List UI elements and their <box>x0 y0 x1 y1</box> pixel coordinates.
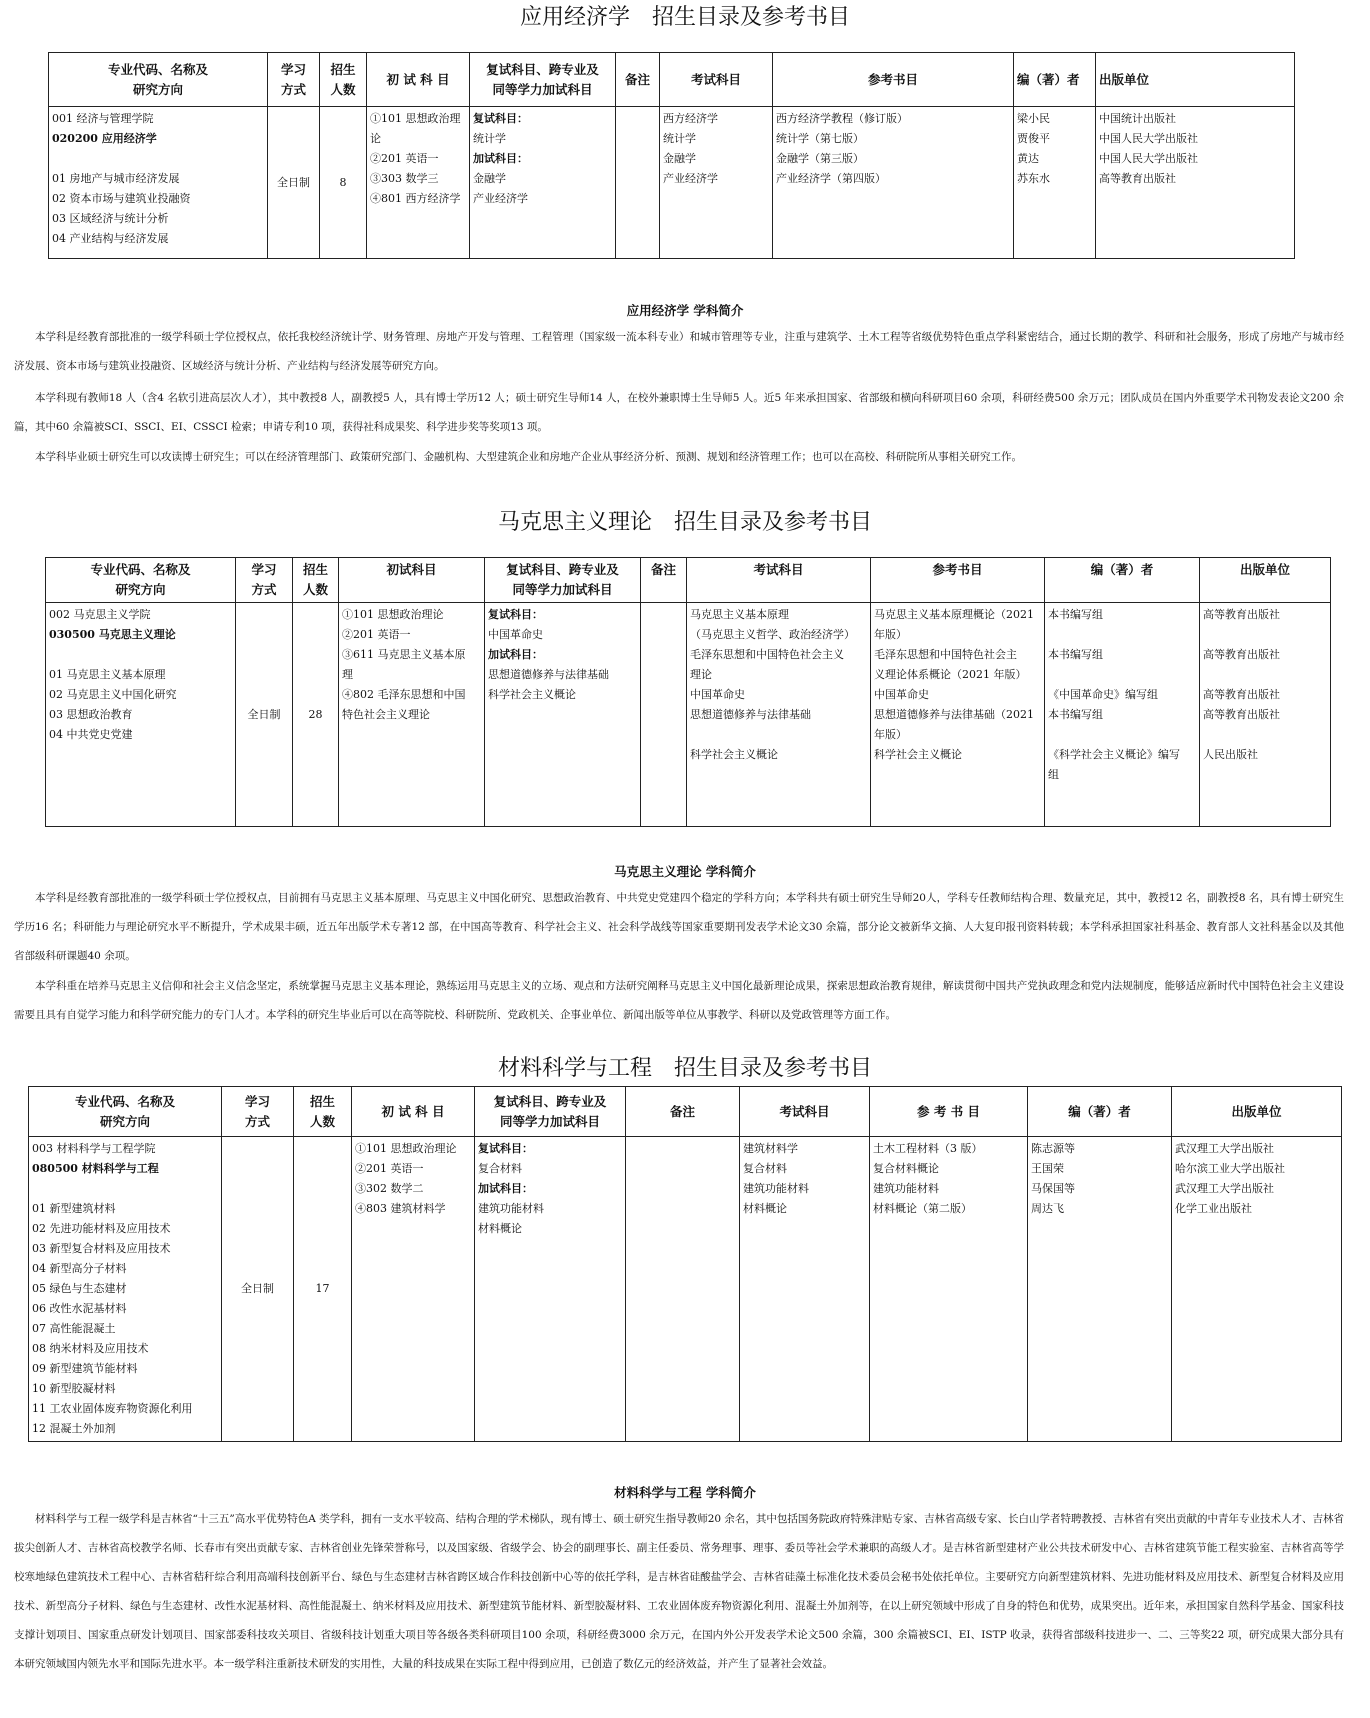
remark-cell <box>616 107 660 259</box>
header-remark: 备注 <box>641 558 687 603</box>
subject-cell: 马克思主义基本原理 （马克思主义哲学、政治经济学） 毛泽东思想和中国特色社会主义 理论 中国革命史 思想道德修养与法律基础 科学社会主义概论 <box>687 603 871 827</box>
header-mode: 学习 方式 <box>268 53 320 107</box>
header-publisher: 出版单位 <box>1200 558 1331 603</box>
header-mode: 学习 方式 <box>222 1087 294 1137</box>
header-exam1: 初 试 科 目 <box>367 53 470 107</box>
header-subject: 考试科目 <box>687 558 871 603</box>
intro-paragraph: 本学科重在培养马克思主义信仰和社会主义信念坚定，系统掌握马克思主义基本理论，熟练运用马克思主义的立场、观点和方法研究阐释马克思主义中国化最新理论成果，探索思想政治教育规律，解读贯彻中国共产党执政理念和党内法规制度，能够适应新时代中国特色社会主义建设需要且具有自觉学习能力和科学研究能力的专门人才。本学科的研究生毕业后可以在高等院校、科研院所、党政机关、企事业单位、新闻出版等单位从事教学、科研以及党政管理等方面工作。 <box>14 980 1344 1021</box>
quota-cell: 28 <box>293 603 339 827</box>
header-subject: 考试科目 <box>660 53 773 107</box>
intro-title: 马克思主义理论 学科简介 <box>614 864 756 879</box>
intro-paragraph: 本学科是经教育部批准的一级学科硕士学位授权点，依托我校经济统计学、财务管理、房地产开发与管理、工程管理（国家级一流本科专业）和城市管理等专业，注重与建筑学、土木工程等省级优势特色重点学科紧密结合，通过长期的教学、科研和社会服务，形成了房地产与城市经济发展、资本市场与建筑业投融资、区域经济与统计分析、产业结构与经济发展等研究方向。 <box>14 331 1344 372</box>
header-retest: 复试科目、跨专业及 同等学力加试科目 <box>470 53 616 107</box>
header-quota: 招生 人数 <box>320 53 367 107</box>
intro-title: 应用经济学 学科简介 <box>626 303 744 318</box>
section-title: 马克思主义理论 招生目录及参考书目 <box>497 510 872 535</box>
quota-cell: 17 <box>294 1137 352 1442</box>
header-remark: 备注 <box>626 1087 740 1137</box>
header-quota: 招生 人数 <box>293 558 339 603</box>
exam1-cell: ①101 思想政治理论 ②201 英语一 ③302 数学二 ④803 建筑材料学 <box>352 1137 475 1442</box>
author-cell: 梁小民 贾俊平 黄达 苏东水 <box>1014 107 1096 259</box>
section-title: 材料科学与工程 招生目录及参考书目 <box>497 1056 872 1081</box>
intro-paragraph: 本学科是经教育部批准的一级学科硕士学位授权点，目前拥有马克思主义基本原理、马克思主义中国化研究、思想政治教育、中共党史党建四个稳定的学科方向；本学科共有硕士研究生导师20人，学科专任教师结构合理、数量充足，其中，教授12 名，副教授8 名，具有博士研究生学历16 名；科研能力与理论研究水平不断提升，学术成果丰硕，近五年出版学术专著12 部，在中国高等教育、科学社会主义、社会科学战线等国家重要期刊发表学术论文30 余篇，部分论文被新华文摘、人大复印报刊资料转载；本学科承担国家社科基金、教育部人文社科基金以及其他省部级科研课题40 余项。 <box>14 892 1344 962</box>
major-cell: 003 材料科学与工程学院 080500 材料科学与工程 01 新型建筑材料 02 先进功能材料及应用技术 03 新型复合材料及应用技术 04 新型高分子材料 05 绿色与生态建材 06 改性水泥基材料 07 高性能混凝土 08 纳米材料及应用技术 09 新型建筑节能材料 10 新型胶凝材料 11 工农业固体废弃物资源化利用 12 混凝土外加剂 <box>29 1137 222 1442</box>
header-retest: 复试科目、跨专业及 同等学力加试科目 <box>485 558 641 603</box>
catalog-table <box>48 52 1295 259</box>
header-mode: 学习 方式 <box>236 558 293 603</box>
header-remark: 备注 <box>616 53 660 107</box>
intro-title: 材料科学与工程 学科简介 <box>614 1485 756 1500</box>
publisher-cell: 中国统计出版社 中国人民大学出版社 中国人民大学出版社 高等教育出版社 <box>1096 107 1295 259</box>
retest-cell: 复试科目： 中国革命史 加试科目： 思想道德修养与法律基础 科学社会主义概论 <box>485 603 641 827</box>
quota-cell: 8 <box>320 107 367 259</box>
remark-cell <box>641 603 687 827</box>
books-cell: 土木工程材料（3 版） 复合材料概论 建筑功能材料 材料概论（第二版） <box>870 1137 1028 1442</box>
major-cell: 001 经济与管理学院 020200 应用经济学 01 房地产与城市经济发展 02 资本市场与建筑业投融资 03 区域经济与统计分析 04 产业结构与经济发展 <box>49 107 268 259</box>
books-cell: 西方经济学教程（修订版） 统计学（第七版） 金融学（第三版） 产业经济学（第四版） <box>773 107 1014 259</box>
header-exam1: 初 试 科 目 <box>352 1087 475 1137</box>
catalog-table <box>45 557 1331 827</box>
header-publisher: 出版单位 <box>1172 1087 1342 1137</box>
exam1-cell: ①101 思想政治理论 ②201 英语一 ③611 马克思主义基本原 理 ④802 毛泽东思想和中国 特色社会主义理论 <box>339 603 485 827</box>
mode-cell: 全日制 <box>222 1137 294 1442</box>
header-major: 专业代码、名称及 研究方向 <box>29 1087 222 1137</box>
exam1-cell: ①101 思想政治理论 ②201 英语一 ③303 数学三 ④801 西方经济学 <box>367 107 470 259</box>
author-cell: 陈志源等 王国荣 马保国等 周达飞 <box>1028 1137 1172 1442</box>
subject-cell: 建筑材料学 复合材料 建筑功能材料 材料概论 <box>740 1137 870 1442</box>
header-exam1: 初试科目 <box>339 558 485 603</box>
header-author: 编（著）者 <box>1045 558 1200 603</box>
header-major: 专业代码、名称及 研究方向 <box>46 558 236 603</box>
publisher-cell: 高等教育出版社 高等教育出版社 高等教育出版社 高等教育出版社 人民出版社 <box>1200 603 1331 827</box>
catalog-table <box>28 1086 1342 1442</box>
section-title: 应用经济学 招生目录及参考书目 <box>519 5 850 30</box>
header-subject: 考试科目 <box>740 1087 870 1137</box>
mode-cell: 全日制 <box>268 107 320 259</box>
header-major: 专业代码、名称及 研究方向 <box>49 53 268 107</box>
retest-cell: 复试科目： 复合材料 加试科目： 建筑功能材料 材料概论 <box>475 1137 626 1442</box>
header-author: 编（著）者 <box>1028 1087 1172 1137</box>
header-books: 参考书目 <box>871 558 1045 603</box>
header-books: 参 考 书 目 <box>870 1087 1028 1137</box>
header-books: 参考书目 <box>773 53 1014 107</box>
intro-paragraph: 本学科毕业硕士研究生可以攻读博士研究生；可以在经济管理部门、政策研究部门、金融机构、大型建筑企业和房地产企业从事经济分析、预测、规划和经济管理工作；也可以在高校、科研院所从事相关研究工作。 <box>35 451 1022 463</box>
header-author: 编（著）者 <box>1014 53 1096 107</box>
intro-paragraph: 材料科学与工程一级学科是吉林省“十三五”高水平优势特色A 类学科，拥有一支水平较高、结构合理的学术梯队，现有博士、硕士研究生指导教师20 余名，其中包括国务院政府特殊津贴专家、吉林省高级专家、长白山学者特聘教授、吉林省有突出贡献的中青年专业技术人才、吉林省拔尖创新人才、吉林省高校教学名师、长春市有突出贡献专家、吉林省创业先锋荣誉称号，以及国家级、省级学会、协会的副理事长、副主任委员、常务理事、理事、委员等社会学术兼职的高级人才。是吉林省新型建材产业公共技术研发中心、吉林省建筑节能工程实验室、吉林省高等学校寒地绿色建筑技术工程中心、吉林省秸秆综合利用高端科技创新平台、绿色与生态建材吉林省跨区域合作科技创新中心等的依托学科，是吉林省硅酸盐学会、吉林省硅藻土标准化技术委员会秘书处依托单位。主要研究方向新型建筑材料、先进功能材料及应用技术、新型复合材料及应用技术、新型高分子材料、绿色与生态建材、改性水泥基材料、高性能混凝土、纳米材料及应用技术、新型建筑节能材料、新型胶凝材料、工农业固体废弃物资源化利用、混凝土外加剂等，在以上研究领域中形成了自身的特色和优势，成果突出。近年来，承担国家自然科学基金、国家科技支撑计划项目、国家重点研发计划项目、国家部委科技攻关项目、省级科技计划重大项目等各级各类科研项目100 余项，科研经费3000 余万元，在国内外公开发表学术论文500 余篇，300 余篇被SCI、EI、ISTP 收录，获得省部级科技进步一、二、三等奖22 项，研究成果大部分具有本研究领域国内领先水平和国际先进水平。本一级学科注重新技术研发的实用性，大量的科技成果在实际工程中得到应用，已创造了数亿元的经济效益，并产生了显著社会效益。 <box>14 1513 1344 1670</box>
header-retest: 复试科目、跨专业及 同等学力加试科目 <box>475 1087 626 1137</box>
intro-paragraph: 本学科现有教师18 人（含4 名软引进高层次人才），其中教授8 人，副教授5 人，具有博士学历12 人；硕士研究生导师14 人，在校外兼职博士生导师5 人。近5 年来承担国家、省部级和横向科研项目60 余项，科研经费500 余万元；团队成员在国内外重要学术刊物发表论文200 余篇，其中60 余篇被SCI、SSCI、EI、CSSCI 检索；申请专利10 项，获得社科成果奖、科学进步奖等奖项13 项。 <box>14 392 1344 433</box>
remark-cell <box>626 1137 740 1442</box>
mode-cell: 全日制 <box>236 603 293 827</box>
major-cell: 002 马克思主义学院 030500 马克思主义理论 01 马克思主义基本原理 02 马克思主义中国化研究 03 思想政治教育 04 中共党史党建 <box>46 603 236 827</box>
books-cell: 马克思主义基本原理概论（2021 年版） 毛泽东思想和中国特色社会主 义理论体系概论（2021 年版） 中国革命史 思想道德修养与法律基础（2021 年版） 科学社会主义概论 <box>871 603 1045 827</box>
author-cell: 本书编写组 本书编写组 《中国革命史》编写组 本书编写组 《科学社会主义概论》编写 组 <box>1045 603 1200 827</box>
header-publisher: 出版单位 <box>1096 53 1295 107</box>
publisher-cell: 武汉理工大学出版社 哈尔滨工业大学出版社 武汉理工大学出版社 化学工业出版社 <box>1172 1137 1342 1442</box>
header-quota: 招生 人数 <box>294 1087 352 1137</box>
retest-cell: 复试科目： 统计学 加试科目： 金融学 产业经济学 <box>470 107 616 259</box>
subject-cell: 西方经济学 统计学 金融学 产业经济学 <box>660 107 773 259</box>
